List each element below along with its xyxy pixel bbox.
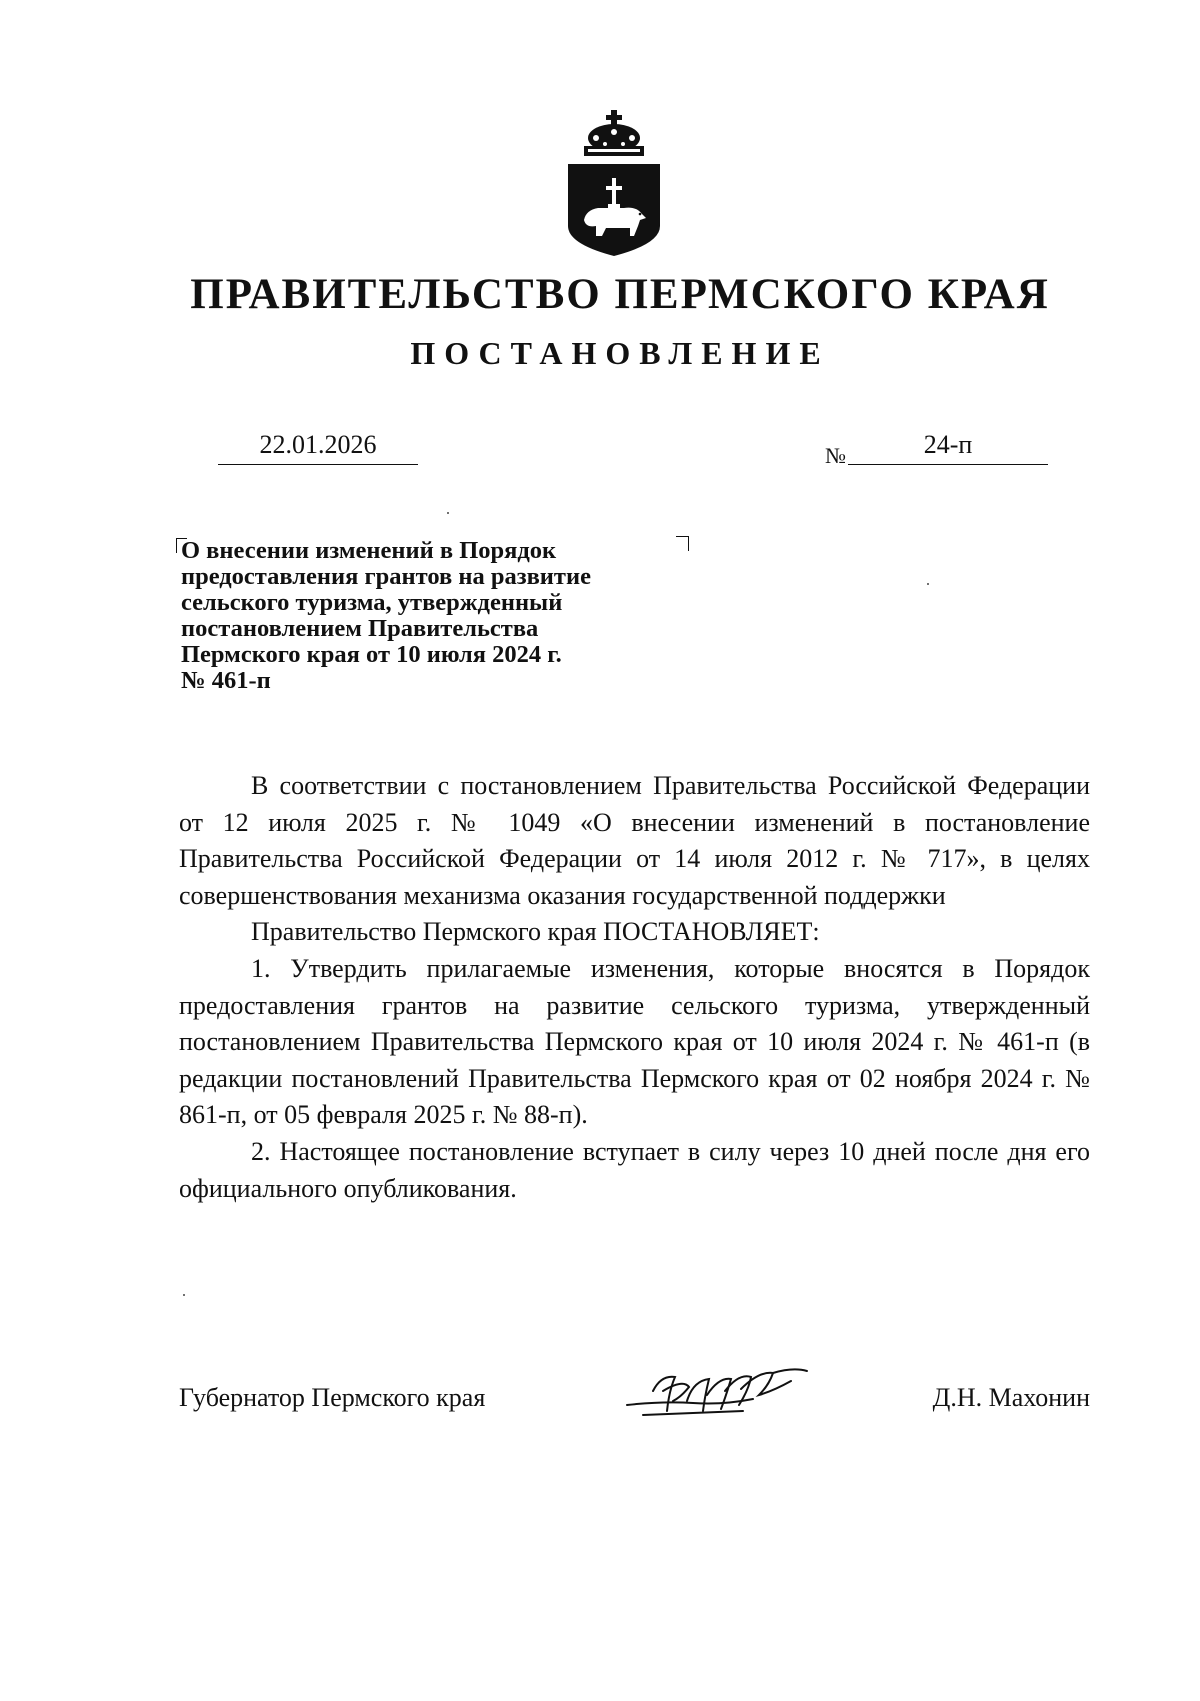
subject-line: постановлением Правительства bbox=[181, 615, 539, 642]
resolution-paragraph: Правительство Пермского края ПОСТАНОВЛЯЕТ: bbox=[251, 917, 820, 947]
scan-artifact bbox=[447, 512, 449, 514]
subject-line: О внесении изменений в Порядок bbox=[181, 537, 557, 564]
item-1-paragraph: 1. Утвердить прилагаемые изменения, которые вносятся в Порядок предоставления грантов на развитие сельского туризма, утвержденный постановлением Правительства Пермского края от 10 июля 2024 г. № 461-п (в редакции постановлений Правительства Пермского края от 02 ноября 2024 г. № 861-п, от 05 февраля 2025 г. № 88-п). bbox=[179, 953, 1090, 1130]
signatory-position: Губернатор Пермского края bbox=[179, 1383, 486, 1412]
document-type-heading: ПОСТАНОВЛЕНИЕ bbox=[410, 335, 830, 371]
document-body bbox=[179, 768, 1090, 1207]
item-2-paragraph: 2. Настоящее постановление вступает в силу через 10 дней после дня его официального опубликования. bbox=[179, 1136, 1090, 1203]
signature-block bbox=[179, 1383, 1090, 1423]
document-subject bbox=[181, 538, 701, 694]
subject-line: сельского туризма, утвержденный bbox=[181, 589, 563, 616]
document-number: 24-п bbox=[848, 428, 1048, 465]
preamble-paragraph: В соответствии с постановлением Правительства Российской Федерации от 12 июля 2025 г. № 1049 «О внесении изменений в постановление Правительства Российской Федерации от 14 июля 2012 г. № 717», в целях совершенствования механизма оказания государственной поддержки bbox=[179, 771, 1090, 910]
scan-artifact bbox=[183, 1294, 185, 1296]
signatory-name: Д.Н. Махонин bbox=[932, 1383, 1090, 1412]
handwritten-signature-icon bbox=[623, 1361, 813, 1427]
government-title: ПРАВИТЕЛЬСТВО ПЕРМСКОГО КРАЯ bbox=[190, 271, 1050, 318]
subject-line: предоставления грантов на развитие bbox=[181, 563, 591, 590]
document-number-label: № bbox=[825, 443, 846, 468]
document-date: 22.01.2026 bbox=[218, 428, 418, 465]
scan-artifact bbox=[927, 583, 929, 585]
subject-line: Пермского края от 10 июля 2024 г. bbox=[181, 641, 562, 668]
coat-of-arms-icon bbox=[566, 108, 662, 258]
subject-line: № 461-п bbox=[181, 667, 271, 694]
